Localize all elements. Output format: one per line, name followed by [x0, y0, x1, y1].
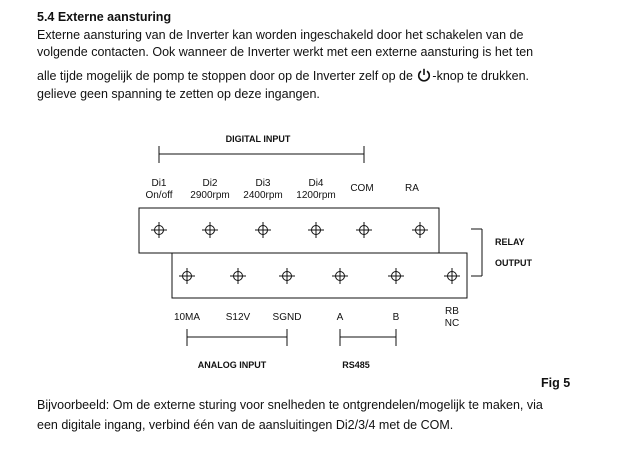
- output-label: OUTPUT: [495, 258, 532, 268]
- top-terminal-screw: [308, 222, 324, 238]
- digital-input-bracket: [159, 146, 364, 163]
- figure-label: Fig 5: [541, 376, 571, 390]
- terminal-com-label: COM: [350, 183, 374, 194]
- paragraph-line-2: volgende contacten. Ook wanneer de Inverter werkt met een externe aansturing is het ten: [37, 45, 534, 59]
- top-terminal-screw: [356, 222, 372, 238]
- top-terminal-screw: [151, 222, 167, 238]
- terminal-di3-sublabel: 2400rpm: [243, 190, 283, 201]
- digital-input-label: DIGITAL INPUT: [225, 134, 291, 144]
- bottom-terminal-labels: [174, 306, 459, 329]
- terminal-di2-label: Di2: [202, 178, 218, 189]
- terminal-ra-label: RA: [405, 183, 419, 194]
- bottom-terminal-screw: [279, 268, 295, 284]
- paragraph-line-1: Externe aansturing van de Inverter kan worden ingeschakeld door het schakelen van de: [37, 28, 524, 42]
- bottom-terminal-block: [172, 253, 467, 298]
- relay-label: RELAY: [495, 237, 525, 247]
- top-terminal-screw: [412, 222, 428, 238]
- terminal-b-label: B: [392, 312, 400, 323]
- terminal-rb-label: RB: [445, 306, 459, 317]
- terminal-s12v-label: S12V: [225, 312, 251, 323]
- analog-input-label: ANALOG INPUT: [197, 360, 267, 370]
- bottom-terminal-screw: [230, 268, 246, 284]
- analog-input-bracket: [187, 329, 287, 346]
- bottom-screws: [179, 268, 460, 284]
- top-screws: [151, 222, 428, 238]
- terminal-di1-label: Di1: [151, 178, 167, 189]
- top-terminal-labels: [145, 178, 419, 201]
- footer-line-1: Bijvoorbeeld: Om de externe sturing voor snelheden te ontgrendelen/mogelijk te maken, via: [37, 398, 543, 412]
- terminal-di4-label: Di4: [308, 178, 324, 189]
- relay-output-bracket: [471, 229, 482, 276]
- paragraph-line-3-post: -knop te drukken.: [432, 69, 530, 83]
- top-terminal-block: [139, 208, 439, 253]
- terminal-di1-sublabel: On/off: [145, 190, 173, 201]
- top-terminal-screw: [202, 222, 218, 238]
- bottom-terminal-screw: [444, 268, 460, 284]
- paragraph-line-4: gelieve geen spanning te zetten op deze ingangen.: [37, 87, 320, 101]
- terminal-nc-label: NC: [444, 318, 460, 329]
- bottom-terminal-screw: [179, 268, 195, 284]
- bottom-terminal-screw: [332, 268, 348, 284]
- rs485-label: RS485: [342, 360, 370, 370]
- bottom-terminal-screw: [388, 268, 404, 284]
- terminal-di4-sublabel: 1200rpm: [296, 190, 336, 201]
- footer-line-2: een digitale ingang, verbind één van de aansluitingen Di2/3/4 met de COM.: [37, 418, 454, 432]
- terminal-di2-sublabel: 2900rpm: [190, 190, 230, 201]
- paragraph-line-3-pre: alle tijde mogelijk de pomp te stoppen door op de Inverter zelf op de: [37, 69, 413, 83]
- terminal-sgnd-label: SGND: [272, 312, 302, 323]
- terminal-di3-label: Di3: [255, 178, 271, 189]
- section-title: 5.4 Externe aansturing: [37, 10, 172, 24]
- terminal-a-label: A: [336, 312, 344, 323]
- top-terminal-screw: [255, 222, 271, 238]
- rs485-bracket: [340, 329, 396, 346]
- terminal-10ma-label: 10MA: [173, 312, 201, 323]
